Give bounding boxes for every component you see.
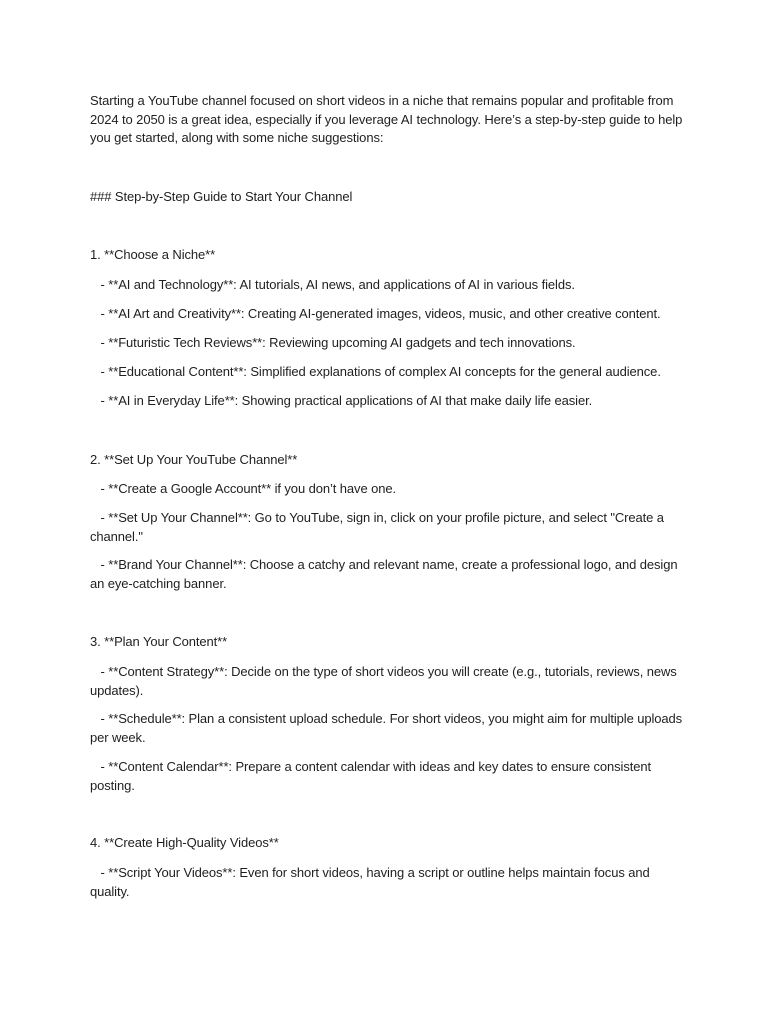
section-3-item-3: - **Content Calendar**: Prepare a content calendar with ideas and key dates to ensure consistent posting. <box>90 759 655 793</box>
section-1-item-5: - **AI in Everyday Life**: Showing practical applications of AI that make daily life easier. <box>90 393 593 408</box>
section-2-item-1: - **Create a Google Account** if you don’t have one. <box>90 481 396 496</box>
intro-paragraph: Starting a YouTube channel focused on short videos in a niche that remains popular and profitable from 2024 to 2050 is a great idea, especially if you leverage AI technology. Here’s a step-by-step guide to help you get started, along with some niche suggestions: <box>90 93 686 145</box>
section-4-heading: 4. **Create High-Quality Videos** <box>90 835 279 850</box>
section-1-item-4: - **Educational Content**: Simplified explanations of complex AI concepts for the general audience. <box>90 364 661 379</box>
section-1-item-1: - **AI and Technology**: AI tutorials, AI news, and applications of AI in various fields. <box>90 277 575 292</box>
guide-heading: ### Step-by-Step Guide to Start Your Channel <box>90 189 353 204</box>
section-3-item-2: - **Schedule**: Plan a consistent upload schedule. For short videos, you might aim for multiple uploads per week. <box>90 711 686 745</box>
section-2-heading: 2. **Set Up Your YouTube Channel** <box>90 452 298 467</box>
section-2-item-2: - **Set Up Your Channel**: Go to YouTube, sign in, click on your profile picture, and select "Create a channel." <box>90 510 668 544</box>
section-4-item-1: - **Script Your Videos**: Even for short videos, having a script or outline helps maintain focus and quality. <box>90 865 654 899</box>
section-1-item-3: - **Futuristic Tech Reviews**: Reviewing upcoming AI gadgets and tech innovations. <box>90 335 576 350</box>
section-2-item-3: - **Brand Your Channel**: Choose a catchy and relevant name, create a professional logo, and design an eye-catching banner. <box>90 557 681 591</box>
section-3-item-1: - **Content Strategy**: Decide on the type of short videos you will create (e.g., tutorials, reviews, news updates). <box>90 664 681 698</box>
section-3-heading: 3. **Plan Your Content** <box>90 634 228 649</box>
section-1-heading: 1. **Choose a Niche** <box>90 247 216 262</box>
section-1-item-2: - **AI Art and Creativity**: Creating AI-generated images, videos, music, and other creative content. <box>90 306 661 321</box>
